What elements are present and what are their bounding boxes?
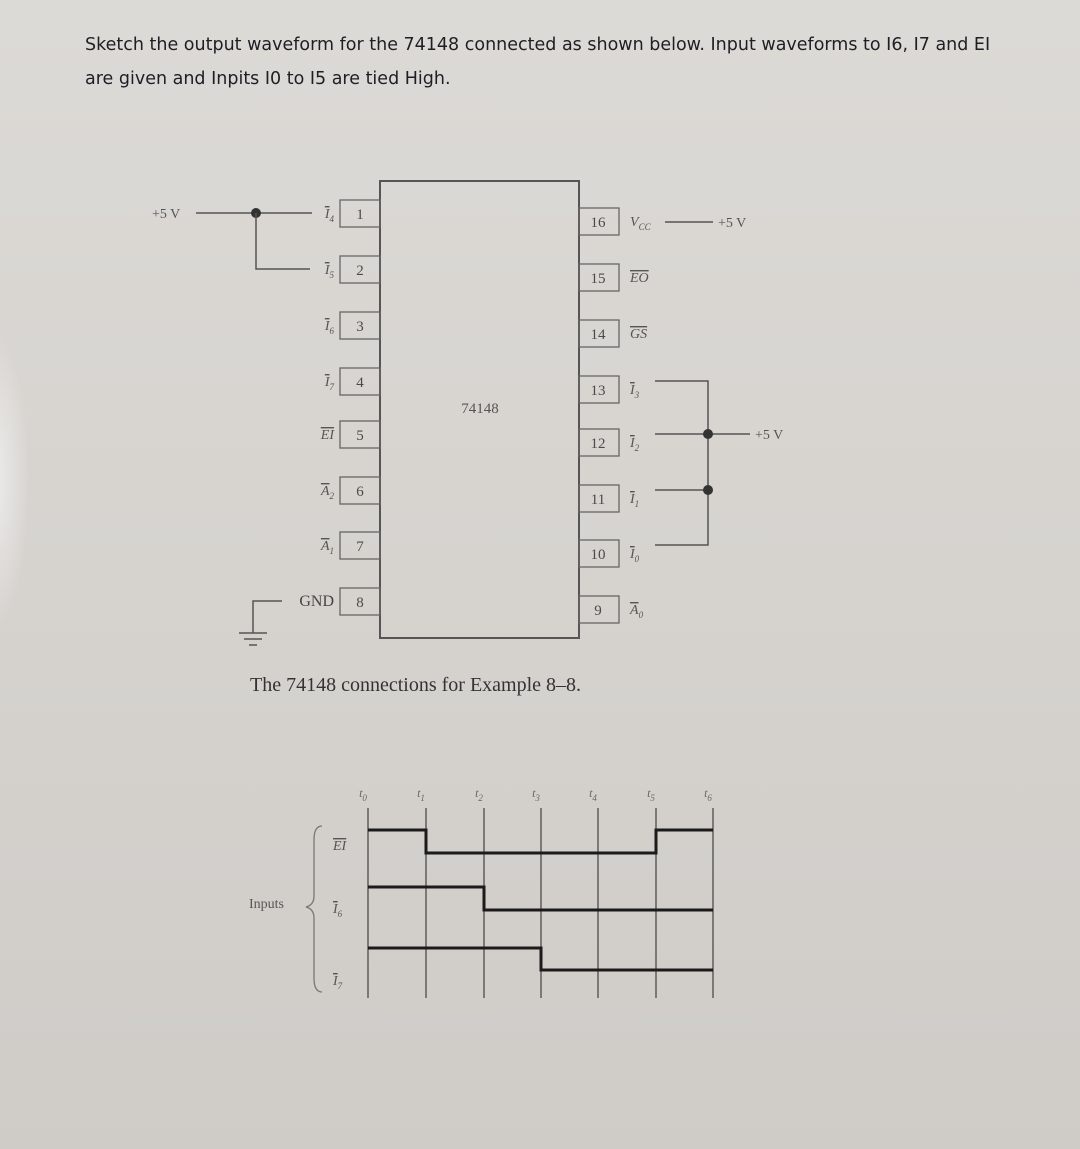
left-pin-number: 7 bbox=[356, 539, 364, 555]
time-label-main: t bbox=[417, 786, 421, 800]
right-pin-number: 14 bbox=[590, 327, 606, 343]
right-pin-signal-sub: 3 bbox=[634, 390, 640, 400]
left-pin-signal-main: EI bbox=[320, 428, 334, 443]
right-pin-signal-main: A bbox=[630, 603, 639, 618]
right-supply-node-1 bbox=[703, 429, 713, 439]
waveform-labels bbox=[332, 839, 348, 991]
right-pin-signal-main: I bbox=[630, 436, 635, 451]
time-label bbox=[475, 786, 483, 803]
chip-name: 74148 bbox=[461, 401, 499, 417]
right-pin-number: 16 bbox=[590, 215, 606, 231]
i5-tie-wire bbox=[256, 213, 310, 269]
left-pin-number: 2 bbox=[356, 263, 364, 279]
right-pin-signal-main: I bbox=[630, 547, 635, 562]
right-supply-node-2 bbox=[703, 485, 713, 495]
waveform-signal-label bbox=[332, 974, 343, 991]
right-pins bbox=[579, 208, 652, 623]
left-pin-signal-sub: 1 bbox=[329, 546, 334, 556]
right-pin-signal bbox=[629, 383, 640, 400]
left-pin-signal-sub: 5 bbox=[329, 270, 334, 280]
right-pin-signal bbox=[629, 436, 640, 453]
waveform-signal-label-main: I bbox=[333, 902, 338, 917]
left-pin-number: 4 bbox=[356, 375, 364, 391]
left-supply-wiring bbox=[152, 207, 312, 269]
right-pin-number: 11 bbox=[590, 492, 606, 508]
waveform-signal-label bbox=[332, 902, 343, 919]
right-pin-signal-sub: 0 bbox=[634, 554, 640, 564]
figure-caption: The 74148 connections for Example 8–8. bbox=[250, 674, 582, 696]
right-pin-signal bbox=[630, 215, 652, 232]
time-label-main: t bbox=[532, 786, 536, 800]
vcc-supply-label: +5 V bbox=[718, 216, 747, 231]
left-pin-signal-sub: 6 bbox=[329, 326, 334, 336]
time-label-sub: 3 bbox=[535, 793, 540, 803]
left-pin-number: 8 bbox=[356, 595, 364, 611]
left-pin-signal-main: I bbox=[324, 207, 330, 222]
waveform-signal-label bbox=[332, 839, 348, 854]
time-label-sub: 4 bbox=[592, 793, 597, 803]
problem-line-2: are given and Inpits I0 to I5 are tied High. bbox=[85, 69, 451, 89]
left-pin-signal bbox=[324, 375, 335, 392]
time-label-main: t bbox=[475, 786, 479, 800]
waveform-signal-label-sub: 7 bbox=[337, 981, 343, 991]
time-label bbox=[647, 786, 655, 803]
waveform-signal-label-main: EI bbox=[333, 839, 347, 854]
right-supply-label: +5 V bbox=[755, 428, 784, 443]
waveform-signal-label-main: I bbox=[333, 974, 338, 989]
left-pin-number: 5 bbox=[356, 428, 364, 444]
ground-symbol bbox=[239, 601, 282, 645]
left-pin-signal bbox=[324, 207, 335, 224]
time-label bbox=[417, 786, 425, 803]
time-label bbox=[359, 786, 367, 803]
right-pin-signal-sub: 1 bbox=[634, 499, 640, 509]
left-pin-signal-sub: 7 bbox=[329, 382, 334, 392]
left-pin-signal bbox=[320, 539, 334, 556]
left-pin-signal-main: A bbox=[320, 484, 330, 499]
left-pin-signal bbox=[324, 319, 335, 336]
left-pin-signal bbox=[320, 428, 336, 443]
problem-line-1: Sketch the output waveform for the 74148 connected as shown below. Input waveforms to I6, I7 and EI bbox=[85, 35, 991, 55]
right-pin-signal-main: EO bbox=[630, 271, 649, 286]
right-supply-wiring bbox=[655, 381, 783, 545]
vcc-supply bbox=[665, 216, 746, 231]
inputs-label: Inputs bbox=[249, 897, 284, 912]
left-pin-signal-sub: 2 bbox=[329, 491, 334, 501]
left-pins bbox=[299, 200, 380, 615]
left-pin-signal-main: I bbox=[324, 375, 330, 390]
time-label bbox=[589, 786, 597, 803]
right-pin-signal-sub: CC bbox=[638, 222, 651, 232]
right-pin-signal bbox=[629, 492, 639, 509]
right-pin-signal-main: GS bbox=[630, 327, 648, 342]
time-label-sub: 2 bbox=[478, 793, 483, 803]
waveform-signal-label-sub: 6 bbox=[337, 909, 343, 919]
right-pin-number: 9 bbox=[594, 603, 602, 619]
left-pin-signal bbox=[324, 263, 335, 280]
right-pin-number: 12 bbox=[590, 436, 606, 452]
right-pin-signal-sub: 0 bbox=[638, 610, 644, 620]
left-pin-signal bbox=[299, 593, 334, 610]
right-pin-signal-main: V bbox=[630, 215, 639, 230]
right-pin-number: 15 bbox=[590, 271, 606, 287]
time-label-sub: 6 bbox=[707, 793, 712, 803]
time-label-sub: 1 bbox=[420, 793, 425, 803]
right-pin-signal-sub: 2 bbox=[634, 443, 640, 453]
timing-grid bbox=[359, 786, 713, 998]
time-label bbox=[532, 786, 540, 803]
inputs-brace bbox=[249, 826, 322, 992]
left-pin-signal-main: GND bbox=[299, 593, 334, 610]
time-label-main: t bbox=[704, 786, 708, 800]
time-label-main: t bbox=[589, 786, 593, 800]
right-pin-signal bbox=[629, 603, 644, 620]
right-pin-signal-main: I bbox=[630, 383, 635, 398]
left-pin-number: 3 bbox=[356, 319, 364, 335]
time-label-main: t bbox=[647, 786, 651, 800]
left-pin-number: 1 bbox=[356, 207, 364, 223]
left-pin-signal-sub: 4 bbox=[329, 214, 334, 224]
waveform-trace bbox=[368, 948, 713, 970]
left-supply-label: +5 V bbox=[152, 207, 181, 222]
right-pin-signal bbox=[630, 327, 647, 342]
time-label-sub: 0 bbox=[362, 793, 367, 803]
left-pin-signal-main: I bbox=[324, 263, 330, 278]
right-pin-signal bbox=[629, 547, 640, 564]
time-label-main: t bbox=[359, 786, 363, 800]
time-label bbox=[704, 786, 712, 803]
right-pin-signal bbox=[629, 271, 649, 286]
left-pin-number: 6 bbox=[356, 484, 364, 500]
time-label-sub: 5 bbox=[650, 793, 655, 803]
right-pin-number: 13 bbox=[590, 383, 606, 399]
right-pin-signal-main: I bbox=[630, 492, 635, 507]
left-pin-signal bbox=[320, 484, 335, 501]
right-pin-number: 10 bbox=[590, 547, 606, 563]
left-pin-signal-main: A bbox=[320, 539, 330, 554]
left-pin-signal-main: I bbox=[324, 319, 330, 334]
